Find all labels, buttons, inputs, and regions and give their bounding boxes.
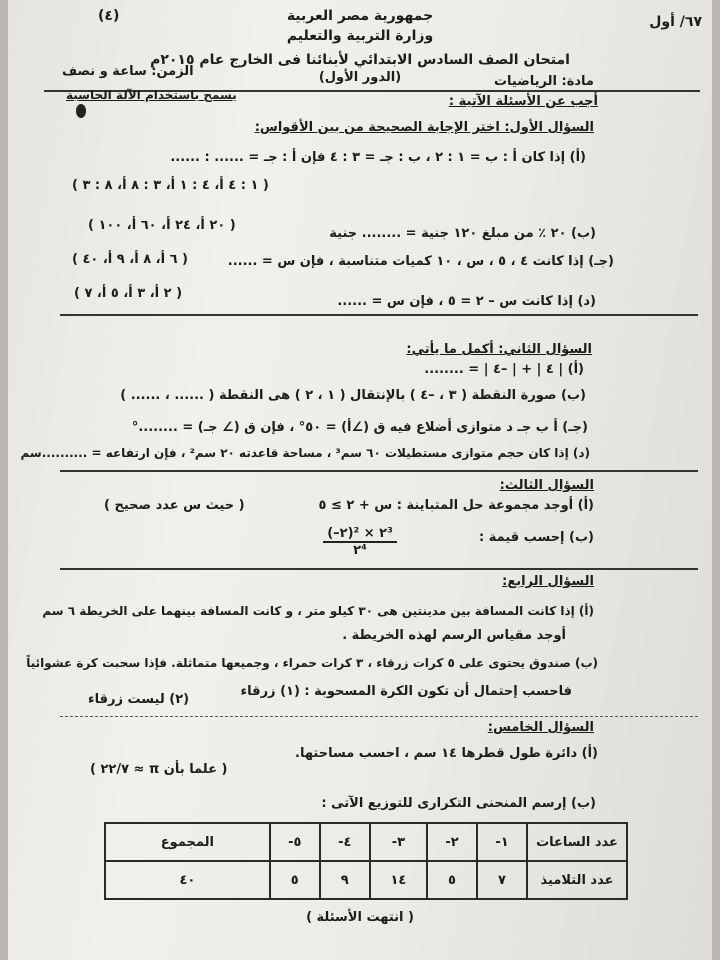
q1-c: (جـ) إذا كانت ٤ ، ٥ ، س ، ١٠ كميات متناسبة ، فإن س = ...... [227,254,614,269]
exam-paper [8,0,712,960]
q4-a-line1: (أ) إذا كانت المسافة بين مدينتين هى ٣٠ كيلو متر ، و كانت المسافة بينهما على الخريطة ٦ سم [42,604,594,618]
q3-a-note: ( حيث س عدد صحيح ) [104,498,245,513]
q2-divider [60,470,698,472]
table-cell: ٥- [270,823,320,861]
ministry-title: وزارة التربية والتعليم [286,28,434,44]
table-row-students [105,861,627,899]
table-cell: ٣- [370,823,427,861]
time-label: الزمن: ساعة و نصف [62,64,194,79]
q2-a: (أ) | ٤ | + | –٤ | = ........ [424,362,584,377]
q2-c: (جـ) أ ب جـ د متوازى أضلاع فيه ق (∠أ) = ٥٠° ، فإن ق (∠ جـ) = ........° [131,420,588,435]
table-cell: ٧ [477,861,527,899]
round-label: (الدور الأول) [318,70,402,85]
page-number: (٤) [98,8,120,24]
footer-end: ( انتهت الأسئلة ) [306,910,414,925]
table-cell: ٤٠ [105,861,270,899]
q4-b-line2: فاحسب إحتمال أن تكون الكرة المسحوبة : (١) زرقاء [240,684,572,699]
q4-b-line1: (ب) صندوق يحتوى على ٥ كرات زرقاء ، ٣ كرات حمراء ، وجميعها متماثلة. فإذا سحبت كرة عشوائياً [26,656,598,670]
q1-a-choices: ( ١ : ٤ أ، ٤ : ١ أ، ٣ : ٨ أ، ٨ : ٣ ) [72,178,269,193]
q3-title: السؤال الثالث: [499,478,594,493]
q3-b-numerator: (–٢)² × ٢³ [323,526,397,543]
q2-d: (د) إذا كان حجم متوازى مستطيلات ٦٠ سم³ ، مساحة قاعدته ٢٠ سم² ، فإن ارتفاعه = ..........سم [20,446,590,460]
table-row-hours [105,823,627,861]
q1-divider [60,314,698,316]
q2-b: (ب) صورة النقطة ( ٣ ، –٤ ) بالإنتقال ( ١ ، ٢ ) هى النقطة ( ...... ، ...... ) [120,388,586,403]
q1-d-choices: ( ٢ أ، ٣ أ، ٥ أ، ٧ ) [74,286,183,301]
q4-a-line2: أوجد مقياس الرسم لهذه الخريطة . [342,628,566,643]
table-cell: ١- [477,823,527,861]
q5-b: (ب) إرسم المنحنى التكرارى للتوزيع الآتى : [321,796,596,811]
table-cell: ٢- [427,823,477,861]
table-cell: ٤- [320,823,370,861]
q5-title: السؤال الخامس: [487,720,594,735]
frequency-table [104,822,628,900]
q1-b: (ب) ٢٠ ٪ من مبلغ ١٢٠ جنية = ........ جنية [329,226,596,241]
instruction: أجب عن الأسئلة الآتية : [448,94,598,109]
q1-b-choices: ( ٢٠ أ، ٢٤ أ، ٦٠ أ، ١٠٠ ) [88,218,236,233]
republic-title: جمهورية مصر العربية [286,8,434,24]
q1-c-choices: ( ٦ أ، ٨ أ، ٩ أ، ٤٠ ) [72,252,188,267]
q3-b-denominator: ٢⁴ [353,543,367,558]
subject-label: مادة: الرياضيات [493,74,594,89]
q3-a: (أ) أوجد مجموعة حل المتباينة : س + ٢ ≥ ٥ [318,498,594,513]
q4-b-line3: (٢) ليست زرقاء [88,692,190,707]
table-cell: ١٤ [370,861,427,899]
q3-b-expression [8,526,712,558]
q5-a-note: ( علما بأن π ≈ ٢٢/٧ ) [90,762,228,777]
calculator-note: يسمح باستخدام الآلة الحاسبة [66,88,237,102]
table-cell: عدد التلاميذ [527,861,627,899]
q4-title: السؤال الرابع: [502,574,594,589]
q3-b: (ب) إحسب قيمة : [479,530,594,545]
q4-divider [60,716,698,717]
q2-title: السؤال الثاني: أكمل ما يأتي: [406,342,592,357]
table-cell: ٥ [270,861,320,899]
q5-a: (أ) دائرة طول قطرها ١٤ سم ، احسب مساحتها. [295,746,598,761]
q1-a: (أ) إذا كان أ : ب = ١ : ٢ ، ب : جـ = ٣ : ٤ فإن أ : جـ = ...... : ...... [170,150,586,165]
q1-title: السؤال الأول: اختر الإجابة الصحيحة من بين الأقواس: [254,120,594,135]
table-cell: عدد الساعات [527,823,627,861]
exam-title: امتحان الصف السادس الابتدائي لأبنائنا فى الخارج عام ٢٠١٥م [150,52,570,68]
table-cell: ٩ [320,861,370,899]
table-cell: ٥ [427,861,477,899]
table-cell: المجموع [105,823,270,861]
fly-spot [76,104,86,118]
q1-d: (د) إذا كانت س – ٢ = ٥ ، فإن س = ...... [337,294,596,309]
exam-code: ٦٧/ أول [649,14,702,30]
q3-divider [60,568,698,570]
